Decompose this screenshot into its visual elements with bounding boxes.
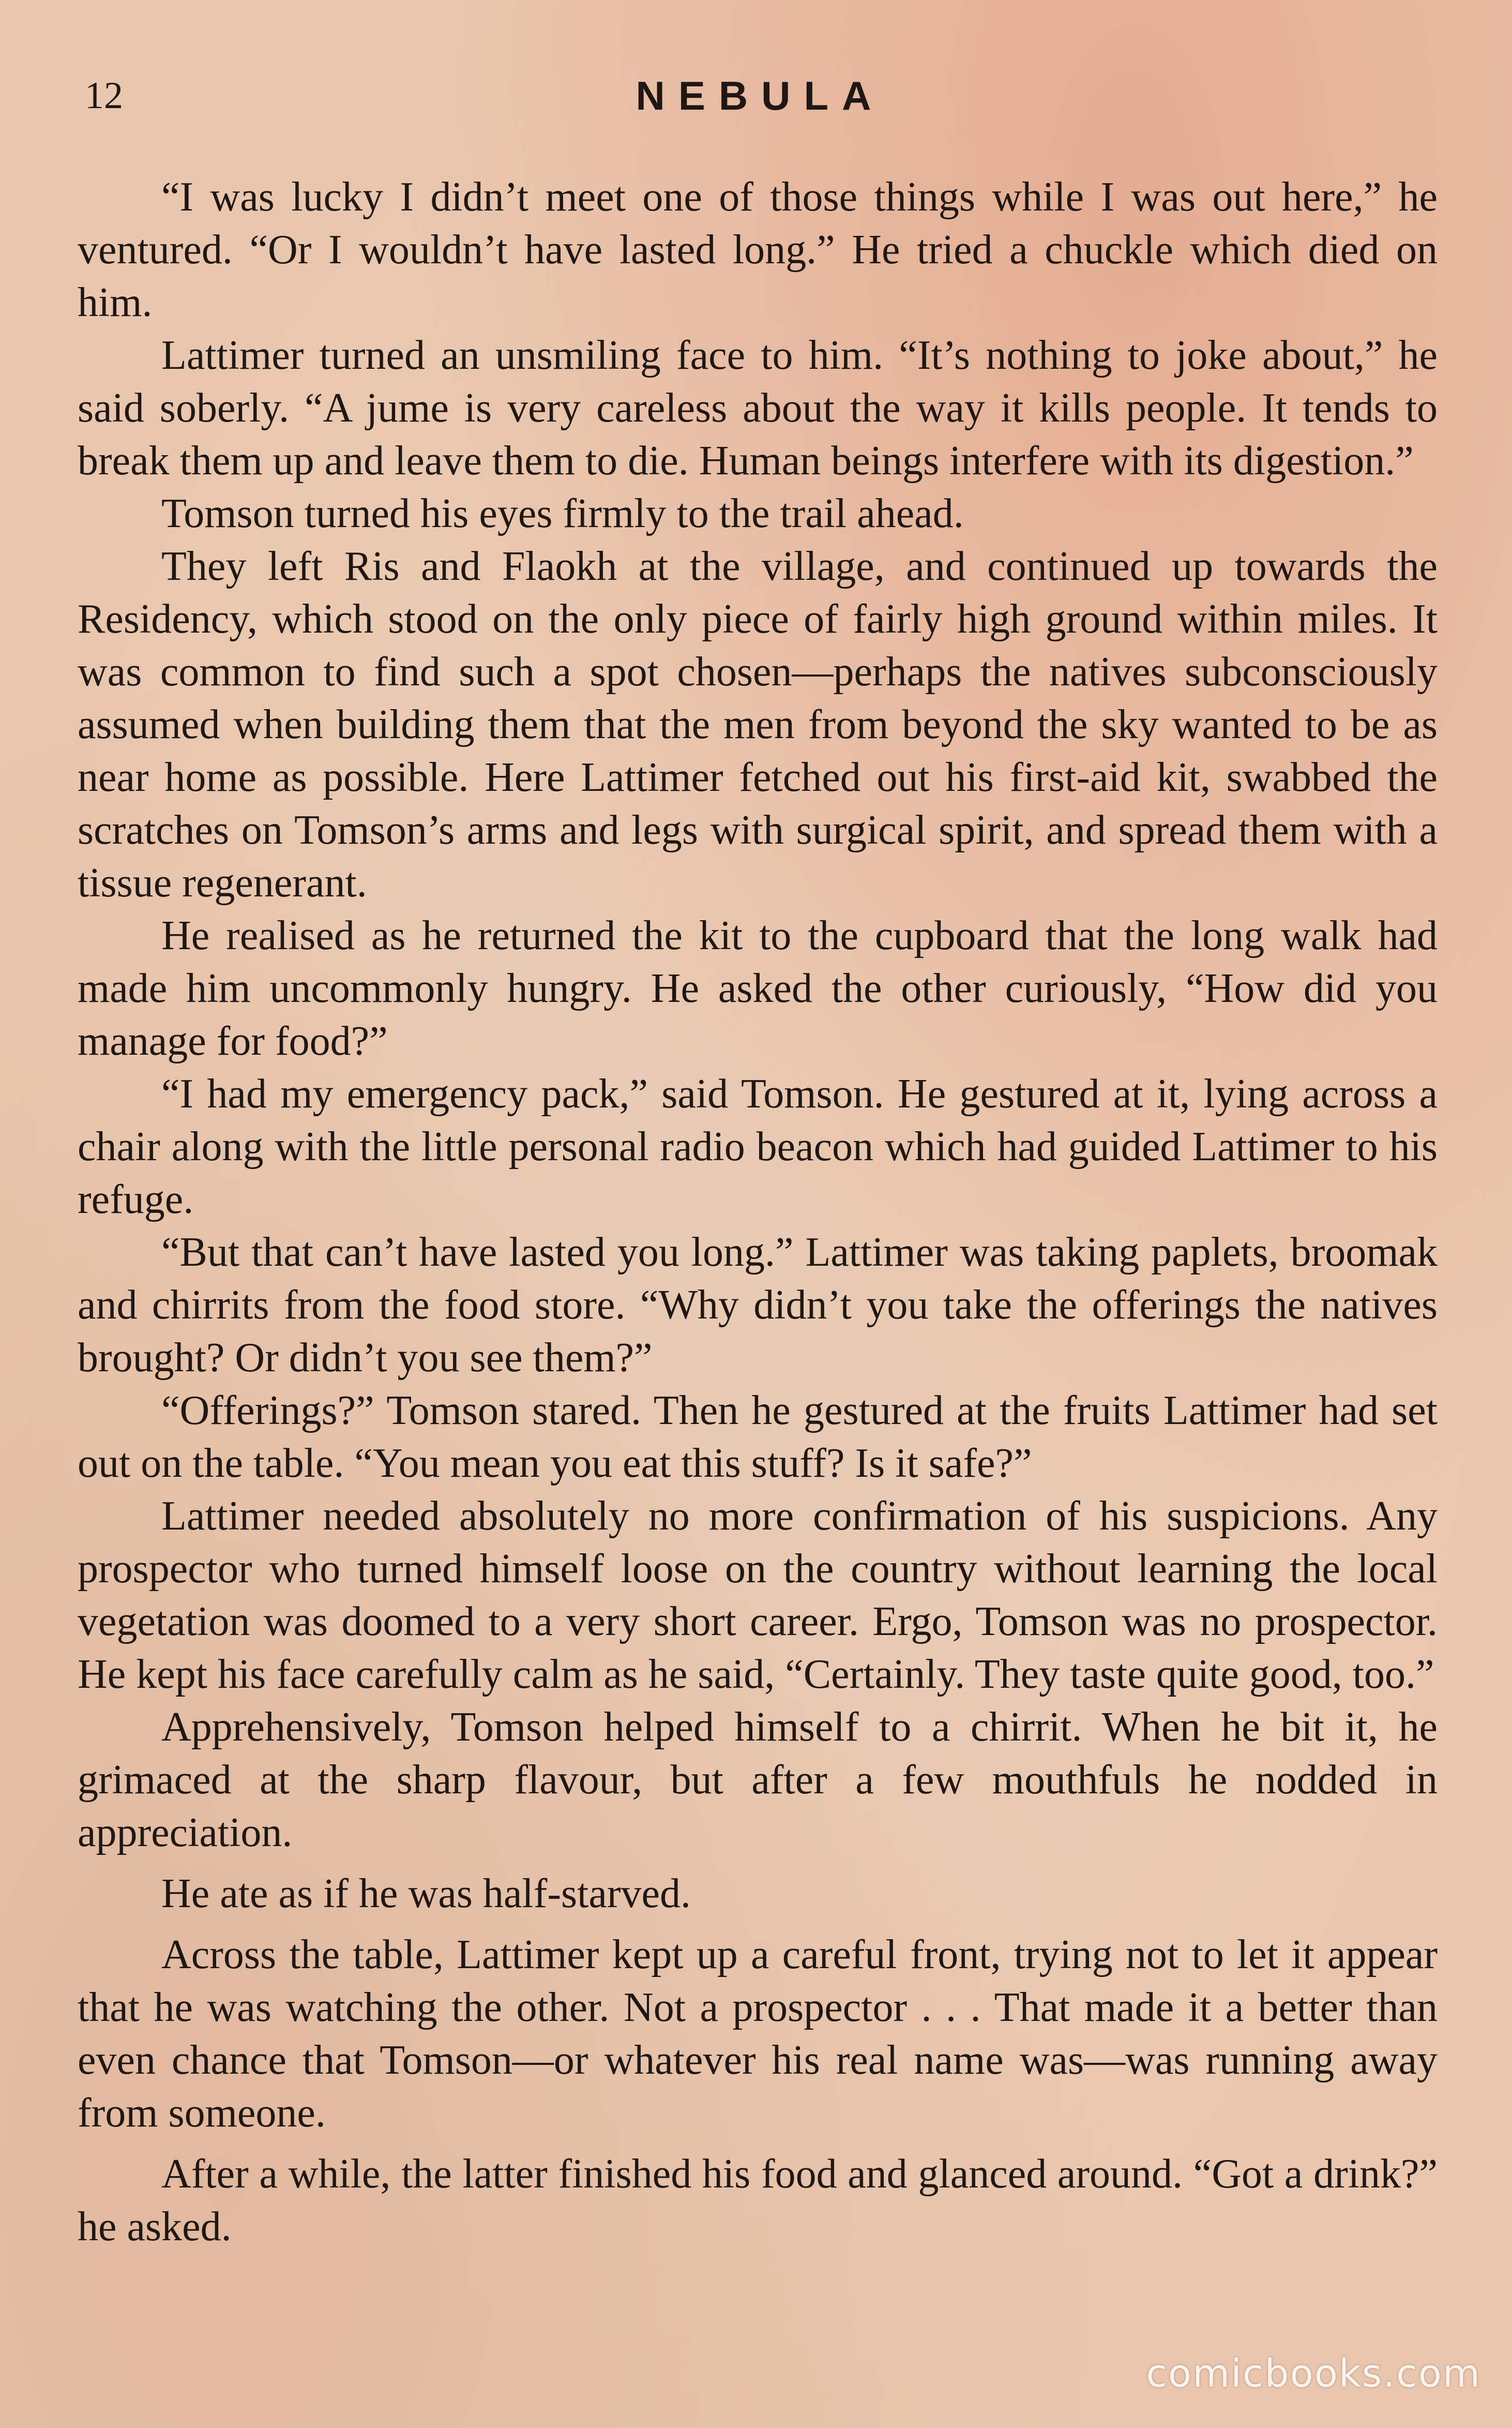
- paragraph: “Offerings?” Tomson stared. Then he gestured at the fruits Lattimer had set out on the table. “You mean you eat this stuff? Is it safe?”: [78, 1388, 1438, 1486]
- paragraph: After a while, the latter finished his food and glanced around. “Got a drink?” he asked.: [78, 2151, 1438, 2250]
- paragraph: “But that can’t have lasted you long.” Lattimer was taking paplets, broomak and chirrits from the food store. “Why didn’t you take the offerings the natives brought? Or didn’t you see them?”: [78, 1230, 1438, 1381]
- paragraph: He ate as if he was half-starved.: [161, 1871, 691, 1916]
- page-header: [83, 67, 1438, 124]
- paragraph: “I had my emergency pack,” said Tomson. He gestured at it, lying across a chair along with the little personal radio beacon which had guided Lattimer to his refuge.: [78, 1071, 1438, 1222]
- page-number: 12: [85, 74, 123, 117]
- running-head-title: NEBULA: [636, 73, 885, 118]
- paragraph: Tomson turned his eyes firmly to the trail ahead.: [161, 491, 964, 536]
- paragraph: He realised as he returned the kit to the cupboard that the long walk had made him uncommonly hungry. He asked the other curiously, “How did you manage for food?”: [78, 913, 1438, 1064]
- paragraph: They left Ris and Flaokh at the village, and continued up towards the Residency, which stood on the only piece of fairly high ground within miles. It was common to find such a spot chosen—perhaps the natives subconsciously assumed when building them that the men from beyond the sky wanted to be as near home as possible. Here Lattimer fetched out his first-aid kit, swabbed the scratches on Tomson’s arms and legs with surgical spirit, and spread them with a tissue regenerant.: [78, 544, 1438, 906]
- paragraph: “I was lucky I didn’t meet one of those things while I was out here,” he ventured. “Or I wouldn’t have lasted long.” He tried a chuckle which died on him.: [78, 174, 1438, 325]
- paragraph: Lattimer needed absolutely no more confirmation of his suspicions. Any prospector who turned himself loose on the country without learning the local vegetation was doomed to a very short career. Ergo, Tomson was no prospector. He kept his face carefully calm as he said, “Certainly. They taste quite good, too.”: [78, 1493, 1438, 1697]
- source-watermark: comicbooks.com: [1146, 2351, 1481, 2396]
- paragraph: Across the table, Lattimer kept up a careful front, trying not to let it appear that he was watching the other. Not a prospector . . . That made it a better than even chance that Tomson—or whatever his real name was—was running away from someone.: [78, 1932, 1438, 2136]
- paragraph: Apprehensively, Tomson helped himself to a chirrit. When he bit it, he grimaced at the sharp flavour, but after a few mouthfuls he nodded in appreciation.: [78, 1704, 1438, 1855]
- paragraph: Lattimer turned an unsmiling face to him. “It’s nothing to joke about,” he said soberly. “A jume is very careless about the way it kills people. It tends to break them up and leave them to die. Human beings interfere with its digestion.”: [78, 333, 1438, 484]
- story-text: [78, 171, 1438, 2253]
